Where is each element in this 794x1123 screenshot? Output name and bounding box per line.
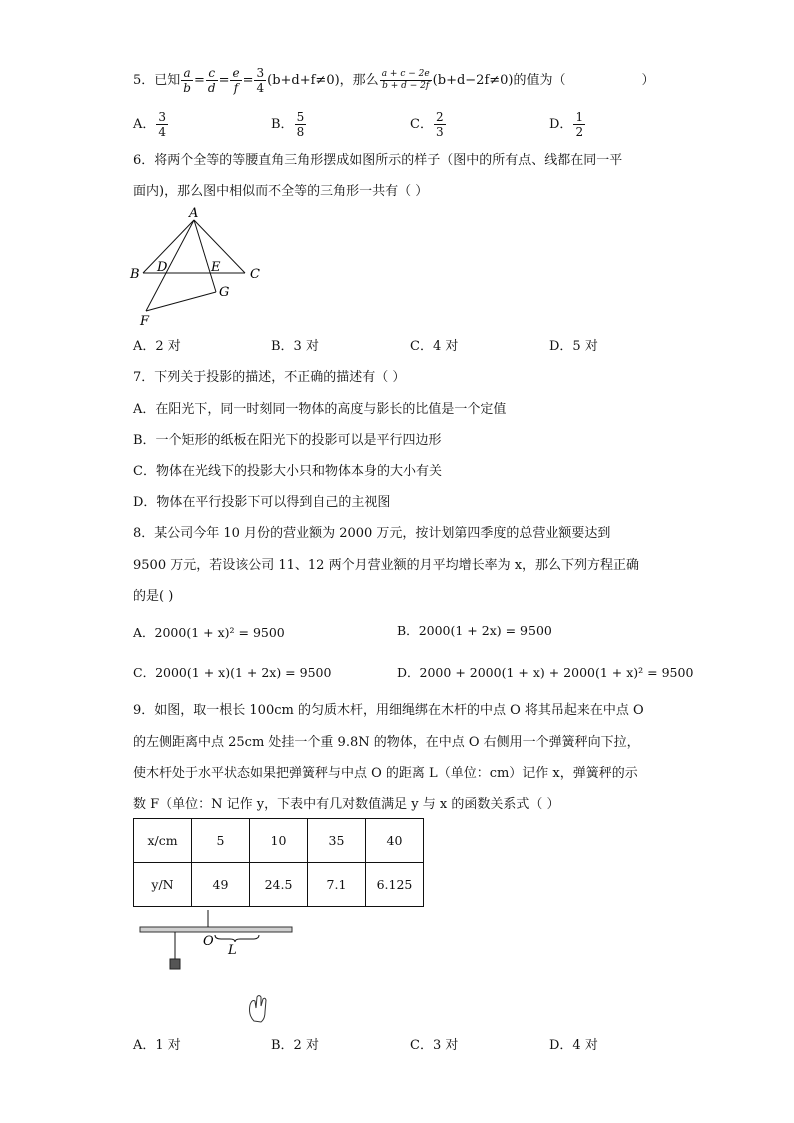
q6-option-d[interactable]: D．5 对 (549, 339, 598, 354)
hand-icon (250, 996, 267, 1023)
q8-option-c[interactable]: C．2000(1 + x)(1 + 2x) = 9500 (133, 665, 332, 680)
table-cell: 6.125 (366, 863, 424, 907)
q5-frac-34: $\frac{3}{4}$ (256, 66, 265, 95)
q5-condition: (b+d+f≠0)，那么 (267, 73, 379, 88)
label-d: D (157, 260, 168, 275)
table-cell: 24.5 (250, 863, 308, 907)
q6-stem-line1: 6．将两个全等的等腰直角三角形摆成如图所示的样子（图中的所有点、线都在同一平 (133, 153, 623, 168)
q5-option-c[interactable]: C． $\frac{2}{3}$ (410, 110, 444, 139)
q5-frac-ef: $\frac{e}{f}$ (232, 66, 240, 95)
table-cell: y/N (134, 863, 192, 907)
q5-frac-ab: $\frac{a}{b}$ (183, 66, 191, 95)
label-b: B (130, 267, 140, 282)
q6-option-b[interactable]: B．3 对 (271, 339, 319, 354)
q7-option-b[interactable]: B．一个矩形的纸板在阳光下的投影可以是平行四边形 (133, 433, 442, 448)
q8-option-b[interactable]: B．2000(1 + 2x) = 9500 (397, 623, 552, 638)
q5-big-frac: $\frac{a + c - 2e}{b + d - 2f}$ (381, 69, 430, 91)
table-cell: 40 (366, 819, 424, 863)
q5-option-b[interactable]: B． $\frac{5}{8}$ (271, 110, 305, 139)
q8-option-a[interactable]: A．2000(1 + x)² = 9500 (133, 625, 285, 640)
label-g: G (219, 285, 230, 300)
q5-close: ） (641, 73, 655, 88)
q7-option-c[interactable]: C．物体在光线下的投影大小只和物体本身的大小有关 (133, 464, 442, 479)
q5-frac-cd: $\frac{c}{d}$ (207, 66, 216, 95)
table-cell: 7.1 (308, 863, 366, 907)
table-cell: 10 (250, 819, 308, 863)
q9-stem-line3: 使木杆处于水平状态如果把弹簧秤与中点 O 的距离 L（单位：cm）记作 x，弹簧秤的示 (133, 766, 638, 781)
q5-condition2: (b+d−2f≠0)的值为（ (432, 73, 566, 88)
q9-option-b[interactable]: B．2 对 (271, 1038, 319, 1053)
q9-option-c[interactable]: C．3 对 (410, 1038, 459, 1053)
q6-stem-line2: 面内)，那么图中相似而不全等的三角形一共有（ ） (133, 184, 429, 199)
label-f: F (140, 314, 150, 329)
table-cell: x/cm (134, 819, 192, 863)
q5-stem: 5．已知 $\frac{a}{b}$ = $\frac{c}{d}$ = $\frac{e}{f}$ = $\frac{3}{4}$ (b+d+f≠0)，那么 $\frac{a + c - 2e}{b + d - 2f}$ (b+d−2f≠0)的值为（ ） (133, 66, 655, 95)
table-cell: 49 (192, 863, 250, 907)
q7-option-d[interactable]: D．物体在平行投影下可以得到自己的主视图 (133, 495, 391, 510)
table-cell: 5 (192, 819, 250, 863)
q6-option-c[interactable]: C．4 对 (410, 339, 459, 354)
q9-stem-line2: 的左侧距离中点 25cm 处挂一个重 9.8N 的物体，在中点 O 右侧用一个弹簧秤向下拉， (133, 735, 640, 750)
q9-stem-line1: 9．如图，取一根长 100cm 的匀质木杆，用细绳绑在木杆的中点 O 将其吊起来在中点 O (133, 703, 644, 718)
table-row (134, 863, 424, 907)
distance-brace (215, 935, 259, 942)
q9-option-d[interactable]: D．4 对 (549, 1038, 598, 1053)
label-c: C (250, 267, 260, 282)
table-cell: 35 (308, 819, 366, 863)
q7-option-a[interactable]: A．在阳光下，同一时刻同一物体的高度与影长的比值是一个定值 (133, 402, 507, 417)
table-row (134, 819, 424, 863)
q5-prefix: 5．已知 (133, 73, 181, 88)
q9-stem-line4: 数 F（单位：N 记作 y，下表中有几对数值满足 y 与 x 的函数关系式（ ） (133, 797, 560, 812)
label-e: E (211, 260, 221, 275)
q6-option-a[interactable]: A．2 对 (133, 339, 181, 354)
label-o: O (203, 934, 214, 949)
q8-option-d[interactable]: D．2000 + 2000(1 + x) + 2000(1 + x)² = 9500 (397, 665, 694, 680)
label-a: A (189, 206, 199, 221)
q5-option-a[interactable]: A． $\frac{3}{4}$ (133, 110, 167, 139)
q9-lever-figure (135, 908, 310, 1033)
segment-af (146, 220, 194, 311)
label-l: L (228, 943, 237, 958)
q7-stem: 7．下列关于投影的描述，不正确的描述有（ ） (133, 370, 406, 385)
segment-fg (146, 292, 216, 311)
q9-data-table (133, 818, 424, 907)
q5-option-d[interactable]: D． $\frac{1}{2}$ (549, 110, 584, 139)
q8-stem-line2: 9500 万元，若设该公司 11、12 两个月营业额的月平均增长率为 x，那么下列方程正确 (133, 558, 640, 573)
q9-option-a[interactable]: A．1 对 (133, 1038, 181, 1053)
wooden-rod (140, 927, 292, 932)
weight-block (170, 959, 180, 969)
q8-stem-line1: 8．某公司今年 10 月份的营业额为 2000 万元，按计划第四季度的总营业额要达到 (133, 526, 611, 541)
segment-ab (143, 220, 194, 273)
q8-stem-line3: 的是( ) (133, 589, 174, 604)
q6-triangle-figure (128, 205, 288, 330)
